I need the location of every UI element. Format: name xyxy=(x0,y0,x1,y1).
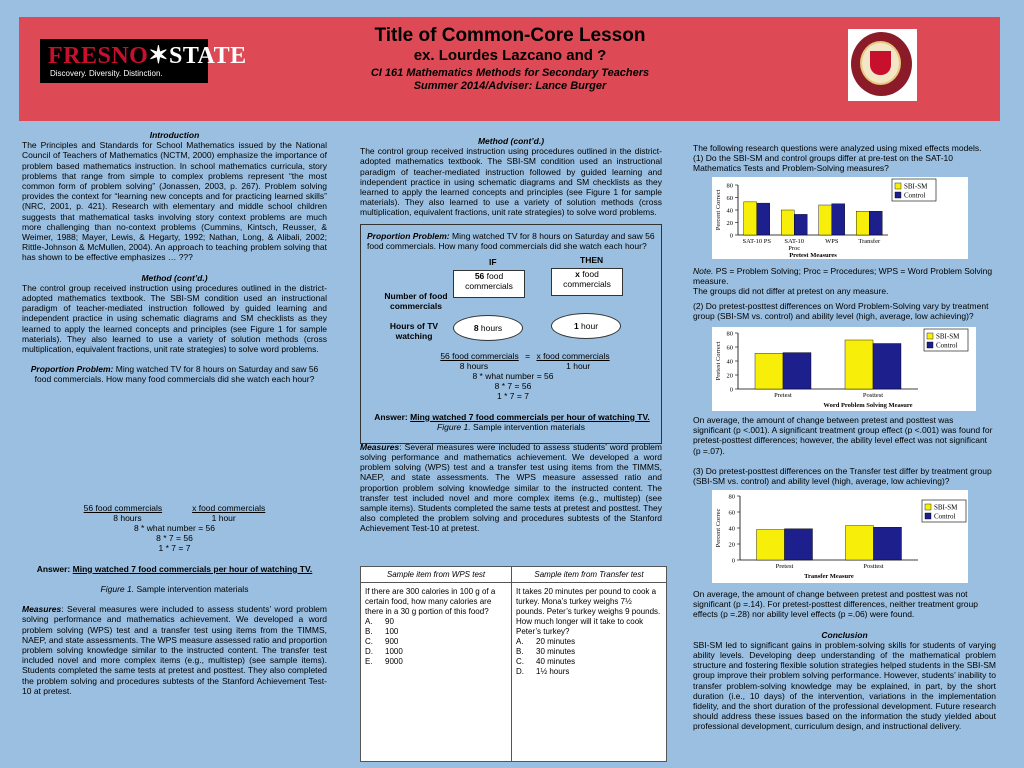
equation-line-3: 1 * 7 = 7 xyxy=(497,390,529,401)
option-d: D. 1000 xyxy=(365,647,403,656)
y-tick-label: 40 xyxy=(726,358,733,366)
wps-item: If there are 300 calories in 100 g of a certain food, how many calories are there in a 30 g portion of this food? A. 90 B. 100 C. 900 D. 1000 E. 9000 xyxy=(365,587,507,667)
x-tick-label: SAT-10 xyxy=(784,238,805,245)
poster-course: CI 161 Mathematics Methods for Secondary Teachers xyxy=(370,67,650,79)
legend-label: Control xyxy=(904,191,926,200)
option-e: E. 9000 xyxy=(365,657,403,666)
chart-transfer xyxy=(712,490,968,583)
x-tick-label: Proc xyxy=(788,245,801,252)
conclusion-text: SBI-SM led to significant gains in problem-solving skills for students of varying ability levels. Developing deep understanding of the mathematical problem structure and fostering flexible solution strategies helped students in the SBI-SM group improve their problem solving performance. However, students’ inability to transfer problem-solving knowledge may be explained, in part, by the short duration (i.e., 10 days) of the intervention, variations in the implementation fidelity, and the short duration of the professional development. Future research should address these issues based on the information the study yielded about professional development, curriculum design, and instructional delivery. xyxy=(693,639,996,732)
figure-1-box xyxy=(360,224,662,444)
column-left xyxy=(22,130,327,696)
legend-swatch-sbi-sm xyxy=(895,183,901,189)
x-tick-label: Posttest xyxy=(863,563,884,570)
x-axis-title: Transfer Measure xyxy=(804,573,854,580)
y-tick-label: 80 xyxy=(728,493,735,501)
y-tick-label: 20 xyxy=(726,220,733,227)
x-tick-label: Transfer xyxy=(858,238,881,245)
wps-header: Sample item from WPS test xyxy=(361,567,511,583)
if-label: IF xyxy=(489,256,497,267)
legend-label: SBI-SM xyxy=(904,182,928,191)
poster-term: Summer 2014/Adviser: Lance Burger xyxy=(413,80,607,92)
intro-heading: Introduction xyxy=(149,130,200,140)
equation-denominators: 8 hours 1 hour xyxy=(113,512,236,523)
then-box: x food commercials xyxy=(551,268,623,296)
y-tick-label: 0 xyxy=(731,557,735,565)
equation-line-1: 8 * what number = 56 xyxy=(472,370,554,381)
option-c: C. 40 minutes xyxy=(516,657,576,666)
intro-text: The Principles and Standards for School Mathematics issued by the National Council of Teachers of Mathematics (NCTM, 2000) emphasize the importance of problem based mathematics instruction. In school mathematics curricula, story problems that range from simple to complex problems represent “the most common form of problem solving” (Jonassen, 2003, p. 267). Problem solving provides the context for “learning new concepts and for practicing learned skills” (NRC, 2001, p. 421). Research with elementary and middle school children suggests that mathematical tasks involving story context problems are much more challenging than no-context problems (Cummins, Kintsch, Reusser, & Weimer, 1988; Mayer, Lewis, & Hegarty, 1992; Nathan, Long, & Alibali, 2002; Rittle-Johnson & McMullen, 2004). An approach to teaching problem solving that has shown to be effective emphasizes … ??? xyxy=(22,140,327,263)
x-tick-label: WPS xyxy=(825,238,839,245)
bar-control-0 xyxy=(783,353,811,389)
poster-authors: ex. Lourdes Lazcano and ? xyxy=(413,47,607,64)
y-tick-label: 20 xyxy=(728,541,735,549)
legend-label: Control xyxy=(934,512,956,521)
equation-line-2: 8 * 7 = 56 xyxy=(156,533,193,544)
option-d: D. 1½ hours xyxy=(516,667,570,676)
conclusion-heading: Conclusion xyxy=(821,629,868,640)
chart1-note: Note. PS = Problem Solving; Proc = Procedures; WPS = Word Problem Solving measure. The groups did not differ at pretest on any measure. (2) Do pretest-posttest differences on Word Problem-Solving vary by treatment group (SBI-SM vs. control) and ability level (high, average, low achieving)? xyxy=(693,266,993,321)
chart-legend xyxy=(924,329,968,351)
bar-sbi-sm-0 xyxy=(755,353,783,389)
chart-word-problem-solving xyxy=(712,327,976,411)
option-a: A. 90 xyxy=(365,617,394,626)
legend-swatch-control xyxy=(895,192,901,198)
bar-sbi-sm-3 xyxy=(856,211,869,235)
method-heading: Method (cont’d.) xyxy=(141,272,208,283)
figure-caption: Figure 1. Sample intervention materials xyxy=(100,583,249,594)
method-text: The control group received instruction using procedures outlined in the district-adopted mathematics textbook. The SBI-SM condition used an instructional paradigm of teacher-mediated instruction followed by guided learning and independent practice in using schematic diagrams and SM checklists as they learned to apply the learned concepts and principles (see Figure 1 for sample materials). They also learned to use a variety of solution methods (cross multiplication, equivalent fractions, unit rate strategies) to solve word problems. xyxy=(360,146,662,218)
y-tick-label: 60 xyxy=(726,344,733,352)
bar-control-3 xyxy=(869,211,882,235)
bar-control-2 xyxy=(832,204,845,235)
y-tick-label: 60 xyxy=(728,509,735,517)
column-middle xyxy=(360,136,662,534)
hours-oval-8: 8 hours xyxy=(453,315,523,341)
logo-wordmark: FRESNO✶STATE xyxy=(48,43,247,69)
bar-sbi-sm-0 xyxy=(744,202,757,235)
figure-caption: Figure 1. Sample intervention materials xyxy=(437,421,585,432)
row-label-hours: Hours of TV watching xyxy=(389,320,439,341)
chart-pretest-measures xyxy=(712,177,968,259)
method-text: The control group received instruction using procedures outlined in the district-adopted mathematics textbook. The SBI-SM condition used an instructional paradigm of teacher-mediated instruction followed by guided learning and independent practice in using schematic diagrams and SM checklists as they learned to apply the learned concepts and principles (see Figure 1 for sample materials). They also learned to use a variety of solution methods (cross multiplication, equivalent fractions, unit rate strategies) to solve word problems. xyxy=(22,282,327,355)
legend-label: SBI-SM xyxy=(934,503,958,512)
x-tick-label: SAT-10 PS xyxy=(742,238,771,245)
equation-line-1: 8 * what number = 56 xyxy=(133,523,216,534)
y-tick-label: 0 xyxy=(729,386,733,394)
legend-swatch-sbi-sm xyxy=(927,333,933,339)
y-tick-label: 20 xyxy=(726,372,733,380)
bar-sbi-sm-0 xyxy=(757,530,785,560)
y-axis-title: Pretest Correct xyxy=(715,341,722,381)
answer: Answer: Ming watched 7 food commercials per hour of watching TV. xyxy=(36,563,313,574)
csu-seal-icon xyxy=(848,29,917,101)
bar-control-0 xyxy=(785,529,813,560)
x-axis-title: Word Problem Solving Measure xyxy=(823,402,913,409)
fresno-state-logo xyxy=(40,39,247,83)
x-tick-label: Posttest xyxy=(862,392,884,399)
transfer-item: It takes 20 minutes per pound to cook a turkey. Mona’s turkey weighs 7½ pounds. Peter’s turkey weighs 9 pounds. How much longer will it take to cook Peter’s turkey? A. 20 minutes B. 30 minutes C. 40 minutes D. 1½ hours xyxy=(516,587,661,676)
answer: Answer: Ming watched 7 food commercials per hour of watching TV. xyxy=(374,411,650,422)
rq2-results: On average, the amount of change between pretest and posttest was significant (p <.001). A significant treatment group effect (p <.001) was found for pretest-posttest differences; however, the ability level effect was not significant (p =.07). (3) Do pretest-posttest differences on the Transfer test differ by treatment group (SBI-SM vs. control) and ability level (high, average, low achieving)? xyxy=(693,415,993,487)
legend-swatch-control xyxy=(925,513,931,519)
y-tick-label: 0 xyxy=(729,232,733,240)
measures-text: Measures: Several measures were included to assess students’ word problem solving performance and mathematics achievement. We developed a word problem solving (WPS) test and a transfer test using items from the TIMMS, NAEP, and state assessments. The WPS measure assessed ratio and proportion problem solving knowledge similar to the instructed content. The transfer test included novel and more complex items (e.g., multistep) (see sample items). Students completed the same tests at pretest and posttest. They also completed the problem solving and procedures subtests of the Stanford Achievement Test-10 at pretest. xyxy=(360,441,662,534)
hours-oval-1: 1 hour xyxy=(551,313,621,339)
row-label-commercials: Number of food commercials xyxy=(384,290,448,311)
y-tick-label: 60 xyxy=(726,195,733,202)
chart-legend xyxy=(892,179,936,201)
if-box: 56 food commercials xyxy=(453,270,525,298)
equation-denominators: 8 hours 1 hour xyxy=(459,360,591,371)
equation-fractions: 56 food commercials = x food commercials xyxy=(440,350,610,361)
option-c: C. 900 xyxy=(365,637,399,646)
x-axis-title: Pretest Measures xyxy=(789,252,837,259)
bar-sbi-sm-2 xyxy=(819,205,832,235)
sample-items-table xyxy=(360,566,667,762)
transfer-header: Sample item from Transfer test xyxy=(512,567,666,583)
option-a: A. 20 minutes xyxy=(516,637,576,646)
then-label: THEN xyxy=(580,254,604,265)
option-b: B. 100 xyxy=(365,627,399,636)
legend-swatch-sbi-sm xyxy=(925,504,931,510)
legend-label: SBI-SM xyxy=(936,332,960,341)
bar-sbi-sm-1 xyxy=(845,340,873,389)
equation-fractions: 56 food commercials x food commercials xyxy=(83,502,266,513)
rq3-results-and-conclusion: On average, the amount of change between pretest and posttest was not significant (p =.14). For pretest-posttest differences, neither treatment group effects (p =.28) nor ability level effects (p =.06) were found. Conclusion SBI-SM led to significant gains in problem-solving skills for students of varying ability levels. Developing deep understanding of the mathematical problem structure and fostering flexible solution strategies helped students in the SBI-SM group improve their problem solving performance. However, students’ inability to transfer problem-solving knowledge may be explained, in part, by the short duration (i.e., 10 days) of the intervention, variations in the implementation fidelity, and the short duration of the professional development. Future research should address these issues based on the information the study yielded about professional development, curriculum design, and instructional delivery. xyxy=(693,589,996,732)
x-tick-label: Pretest xyxy=(775,563,794,570)
y-axis-title: Percent Correc xyxy=(715,508,722,548)
option-b: B. 30 minutes xyxy=(516,647,576,656)
equation-line-3: 1 * 7 = 7 xyxy=(158,543,191,554)
x-tick-label: Pretest xyxy=(774,392,792,399)
y-tick-label: 80 xyxy=(726,330,733,338)
legend-swatch-control xyxy=(927,342,933,348)
bar-sbi-sm-1 xyxy=(781,210,794,235)
research-questions-intro: The following research questions were analyzed using mixed effects models. (1) Do the SBI-SM and control groups differ at pre-test on the SAT-10 Mathematics Tests and Problem-Solving measures? xyxy=(693,143,982,174)
measures-text: Measures: Several measures were included to assess students’ word problem solving performance and mathematics achievement. We developed a word problem solving (WPS) test and a transfer test using items from the TIMMS, NAEP, and state assessments. The WPS measure assessed ratio and proportion problem solving knowledge similar to the instructed content. The transfer test included novel and more complex items (e.g., multistep) (see sample items). Students completed the same tests at pretest and posttest. They also completed the problem solving and procedures subtests of the Stanford Achievement Test-10 at pretest. xyxy=(22,604,327,696)
logo-tagline: Discovery. Diversity. Distinction. xyxy=(50,69,163,78)
bar-control-1 xyxy=(794,214,807,235)
logo-star-icon: ✶ xyxy=(148,43,169,69)
equation-line-2: 8 * 7 = 56 xyxy=(494,380,532,391)
method-heading: Method (cont’d.) xyxy=(477,136,545,146)
chart-legend xyxy=(922,500,966,522)
y-tick-label: 40 xyxy=(726,207,733,215)
y-axis-title: Percent Correct xyxy=(715,189,722,231)
poster-title: Title of Common-Core Lesson xyxy=(374,25,646,46)
legend-label: Control xyxy=(936,341,958,350)
bar-control-1 xyxy=(873,344,901,390)
bar-control-1 xyxy=(874,527,902,560)
bar-control-0 xyxy=(757,203,770,235)
y-tick-label: 40 xyxy=(728,525,735,533)
y-tick-label: 80 xyxy=(726,182,733,190)
bar-sbi-sm-1 xyxy=(846,526,874,560)
proportion-problem: Proportion Problem: Ming watched TV for 8 hours on Saturday and saw 56 food commercials. How many food commercials did she watch each hour? xyxy=(30,364,319,385)
proportion-problem: Proportion Problem: Ming watched TV for 8 hours on Saturday and saw 56 food commercials. How many food commercials did she watch each hour? xyxy=(367,230,655,251)
